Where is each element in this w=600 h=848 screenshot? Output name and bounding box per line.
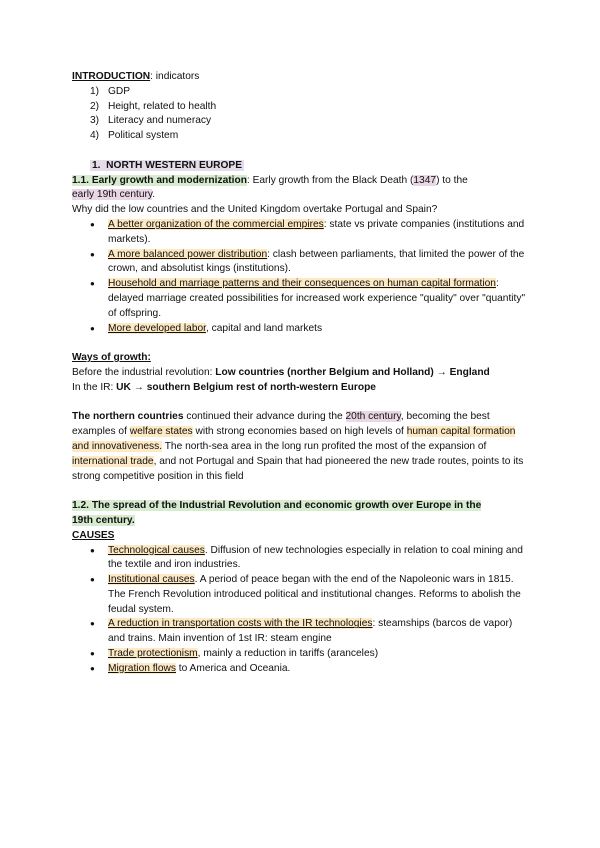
list-item: ● Trade protectionism, mainly a reduction in tariffs (aranceles) [72, 647, 530, 662]
section-title: 1. NORTH WESTERN EUROPE [92, 159, 243, 171]
list-item: 4) Political system [90, 130, 179, 142]
list-item: ● Institutional causes. A period of peace began with the end of the Napoleonic wars in 1815. The French Revolution introduced political and institutional changes. Reforms to abolish the feudal system. [72, 573, 530, 617]
list-item: ● Household and marriage patterns and their consequences on human capital formation: delayed marriage created possibilities for increased work experience "quality" over "quantity" of offspring. [72, 277, 530, 321]
ways-title: Ways of growth: [72, 352, 151, 364]
question-text: Why did the low countries and the United Kingdom overtake Portugal and Spain? [72, 204, 438, 216]
list-item: ● A reduction in transportation costs with the IR technologies: steamships (barcos de vapor) and trains. Main invention of 1st IR: steam engine [72, 617, 530, 647]
list-item: ● Migration flows to America and Oceania. [72, 662, 530, 677]
list-item: ● More developed labor, capital and land markets [72, 322, 530, 337]
causes-list [72, 544, 530, 677]
list-item: 2) Height, related to health [90, 100, 217, 112]
list-item: ● A more balanced power distribution: clash between parliaments, that limited the power of the crown, and absolutist kings (institutions). [72, 248, 530, 278]
list-item: ● Technological causes. Diffusion of new technologies especially in relation to coal mining and the textile and iron industries. [72, 544, 530, 574]
list-item: 1) GDP [90, 85, 131, 97]
indicators-list [72, 85, 530, 144]
list-item: 3) Literacy and numeracy [90, 115, 212, 127]
reasons-list [72, 218, 530, 336]
list-item: ● A better organization of the commercial empires: state vs private companies (institutions and markets). [72, 218, 530, 248]
document-page [72, 70, 530, 677]
intro-heading: INTRODUCTION: indicators [72, 71, 200, 82]
subsection-heading: 1.1. Early growth and modernization [72, 174, 247, 186]
intro-title: INTRODUCTION [72, 71, 151, 82]
subsection-1-1-intro: 1.1. Early growth and modernization: Early growth from the Black Death (1347) to the early 19th century. [72, 174, 468, 201]
subsection-1-2-heading: 1.2. The spread of the Industrial Revolution and economic growth over Europe in the 19th century. [72, 500, 482, 526]
ways-line-2: In the IR: UK → southern Belgium rest of north-western Europe [72, 381, 376, 393]
northern-paragraph: The northern countries continued their advance during the 20th century, becoming the best examples of welfare states with strong economies based on high levels of human capital formation and innovativeness. The north-sea area in the long run profited the most of the expansion of international trade, and not Portugal and Spain that had pioneered the new trade routes, points to its strong competitive position in this field [72, 411, 524, 482]
ways-line-1: Before the industrial revolution: Low countries (norther Belgium and Holland) → England [72, 366, 490, 378]
causes-title: CAUSES [72, 529, 115, 541]
